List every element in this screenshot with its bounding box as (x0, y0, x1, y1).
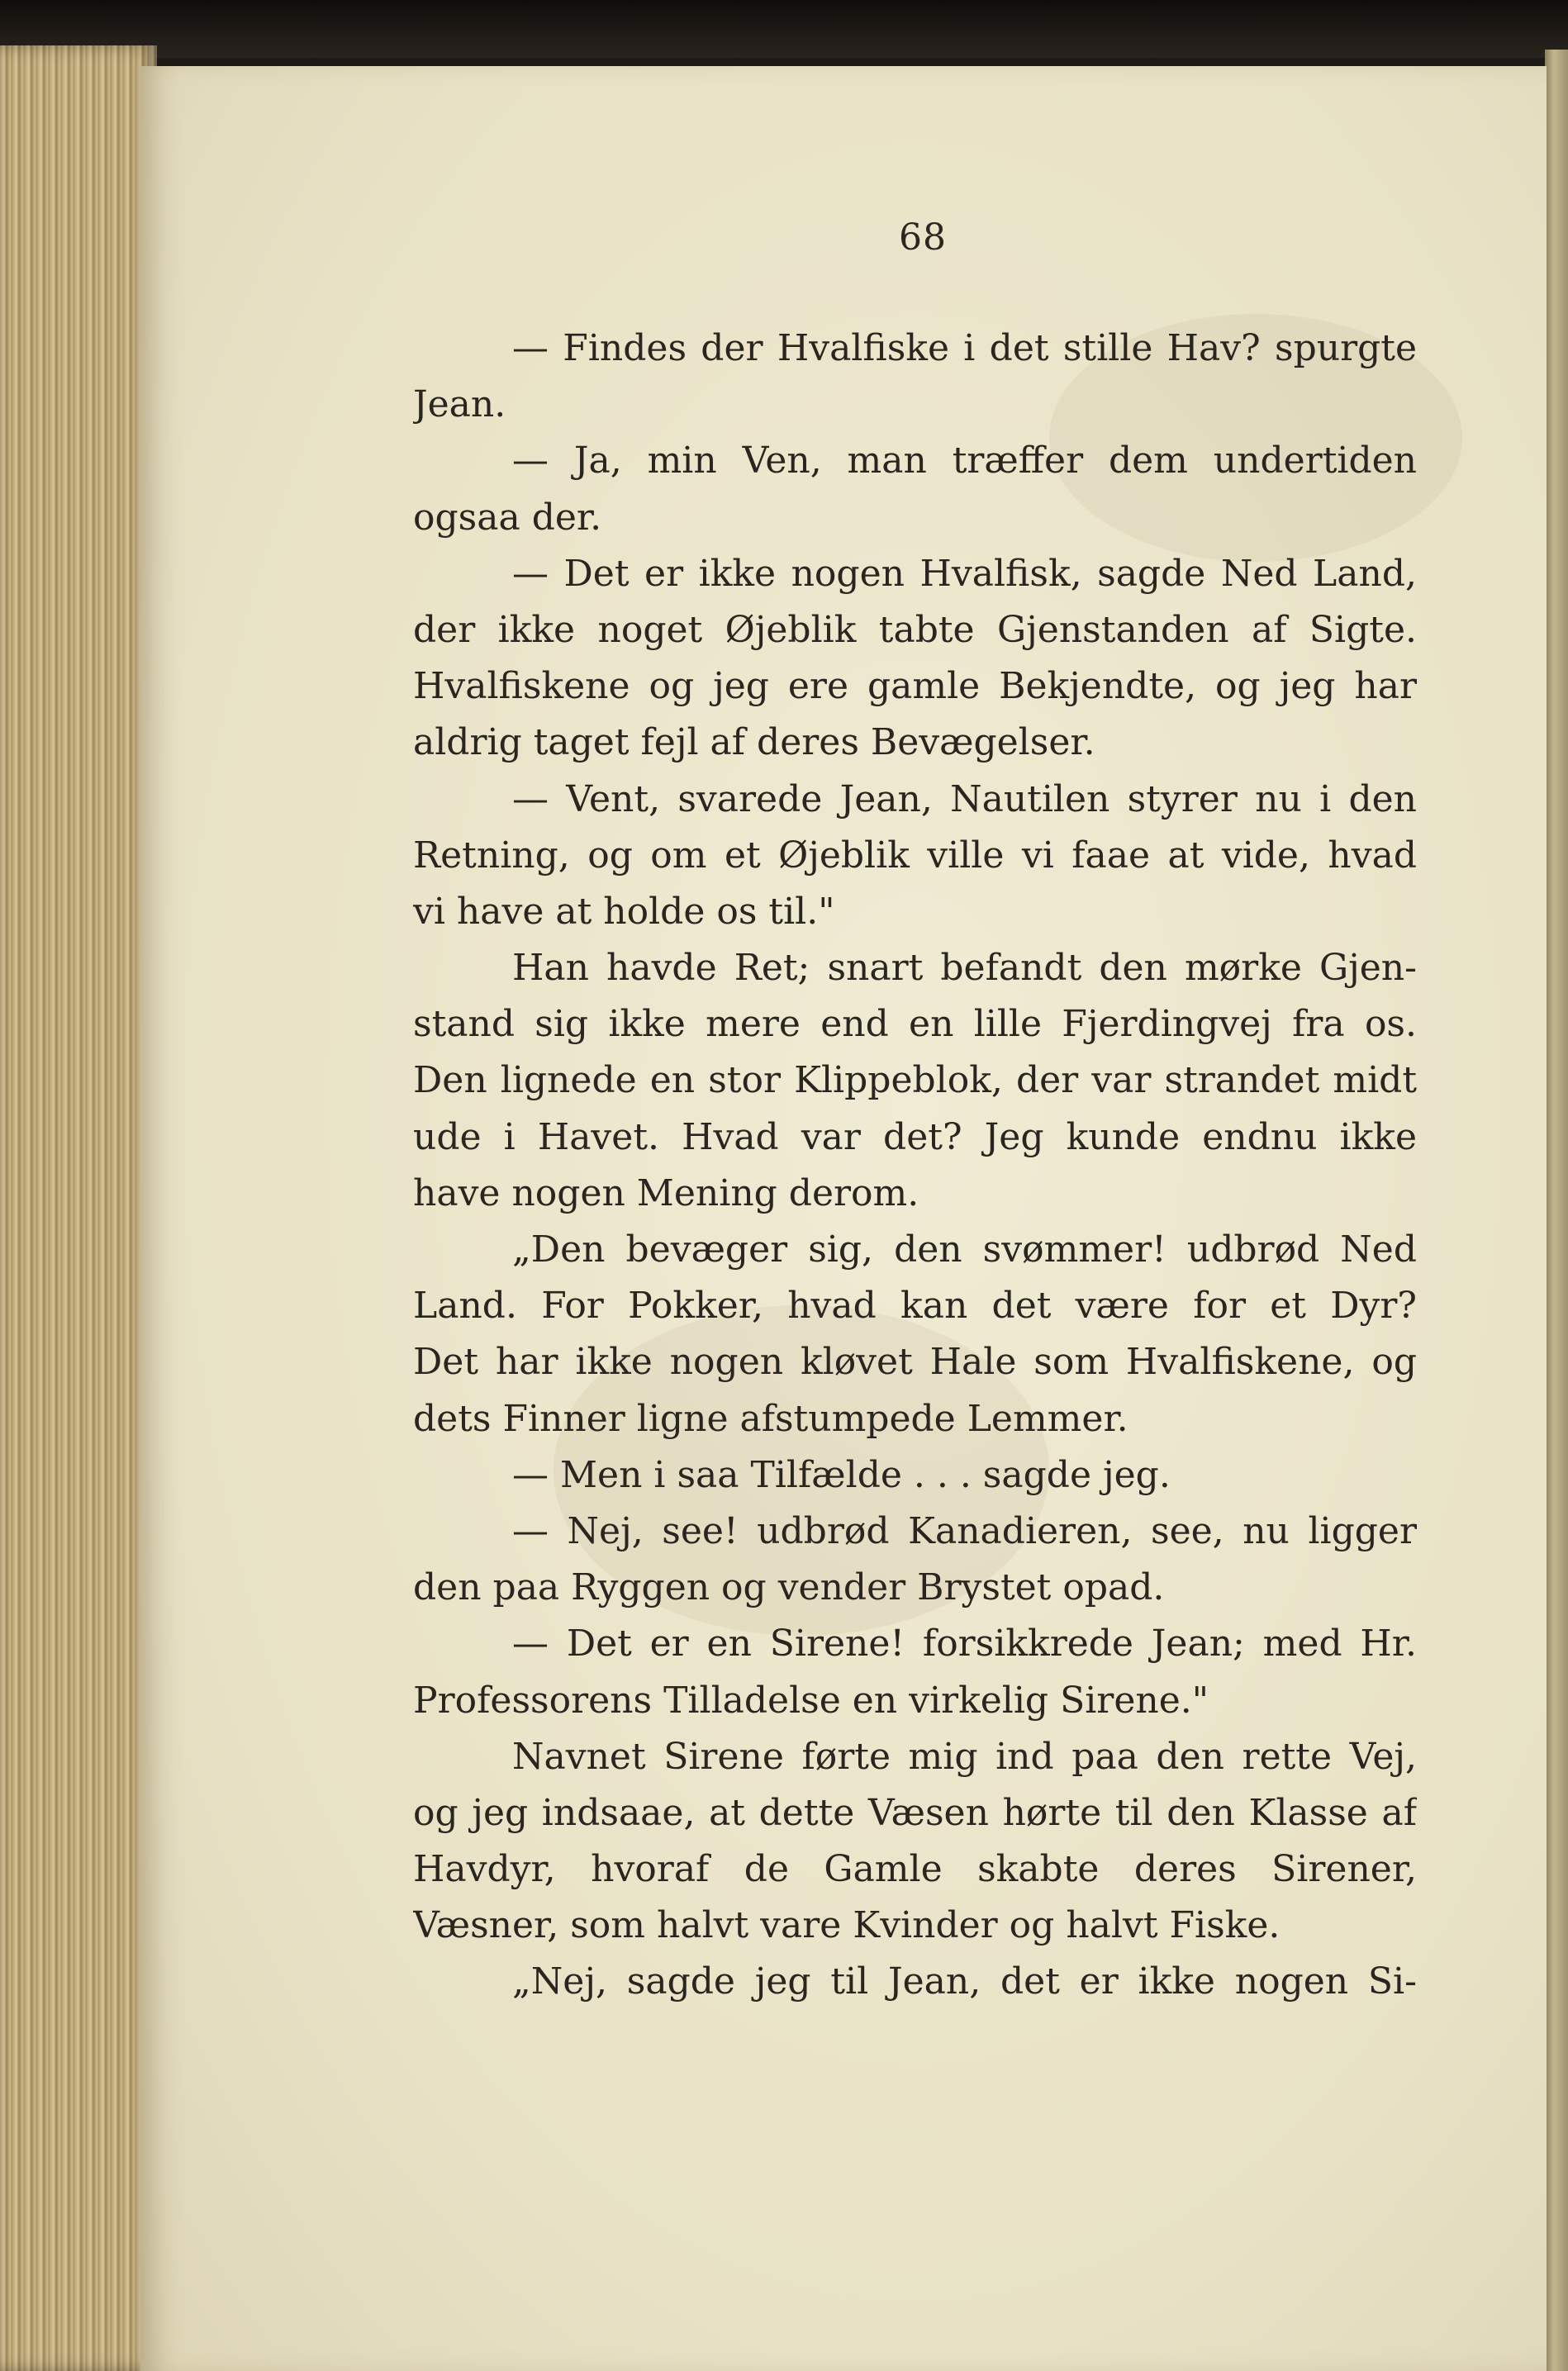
text-line: ude i Havet. Hvad var det? Jeg kunde endnu ikke (413, 1115, 1417, 1158)
text-line: have nogen Mening derom. (413, 1171, 919, 1214)
text-line: „Den bevæger sig, den svømmer! udbrød Ned (512, 1228, 1417, 1271)
text-line: Retning, og om et Øjeblik ville vi faae at vide, hvad (413, 834, 1417, 877)
text-line: ogsaa der. (413, 496, 602, 539)
text-line: — Nej, see! udbrød Kanadieren, see, nu ligger (512, 1509, 1417, 1552)
text-line: Væsner, som halvt vare Kvinder og halvt Fiske. (413, 1904, 1281, 1947)
body-text (413, 321, 1417, 2011)
text-line: Navnet Sirene førte mig ind paa den rette Vej, (512, 1735, 1417, 1778)
text-line: Havdyr, hvoraf de Gamle skabte deres Sirener, (413, 1848, 1417, 1891)
text-line: Det har ikke nogen kløvet Hale som Hvalfiskene, og (413, 1341, 1417, 1384)
text-line: vi have at holde os til." (413, 890, 835, 933)
text-line: og jeg indsaae, at dette Væsen hørte til den Klasse af (413, 1791, 1417, 1834)
text-line: Land. For Pokker, hvad kan det være for et Dyr? (413, 1285, 1417, 1328)
text-line: „Nej, sagde jeg til Jean, det er ikke nogen Si- (512, 1960, 1417, 2003)
right-page-edge (1545, 50, 1568, 2371)
text-line: Professorens Tilladelse en virkelig Sirene." (413, 1679, 1209, 1722)
text-line: aldrig taget fejl af deres Bevægelser. (413, 721, 1095, 764)
page-edges (0, 45, 157, 2371)
text-line: der ikke noget Øjeblik tabte Gjenstanden af Sigte. (413, 608, 1417, 651)
text-line: — Det er en Sirene! forsikkrede Jean; med Hr. (512, 1623, 1417, 1665)
text-line: Jean. (413, 383, 506, 426)
text-line: Hvalfiskene og jeg ere gamle Bekjendte, og jeg har (413, 665, 1417, 708)
text-line: — Ja, min Ven, man træffer dem undertiden (512, 440, 1417, 482)
text-line: Den lignede en stor Klippeblok, der var strandet midt (413, 1059, 1417, 1102)
text-line: stand sig ikke mere end en lille Fjerdingvej fra os. (413, 1003, 1417, 1046)
text-line: — Det er ikke nogen Hvalfisk, sagde Ned Land, (512, 552, 1417, 595)
text-line: — Men i saa Tilfælde . . . sagde jeg. (512, 1453, 1171, 1496)
text-line: Han havde Ret; snart befandt den mørke Gjen- (512, 947, 1417, 990)
background-shadow (0, 0, 1568, 58)
text-line: den paa Ryggen og vender Brystet opad. (413, 1566, 1165, 1609)
text-line: dets Finner ligne afstumpede Lemmer. (413, 1397, 1128, 1440)
page-number: 68 (899, 216, 947, 259)
text-line: — Vent, svarede Jean, Nautilen styrer nu i den (512, 777, 1417, 820)
text-line: — Findes der Hvalfiske i det stille Hav? spurgte (512, 327, 1417, 369)
